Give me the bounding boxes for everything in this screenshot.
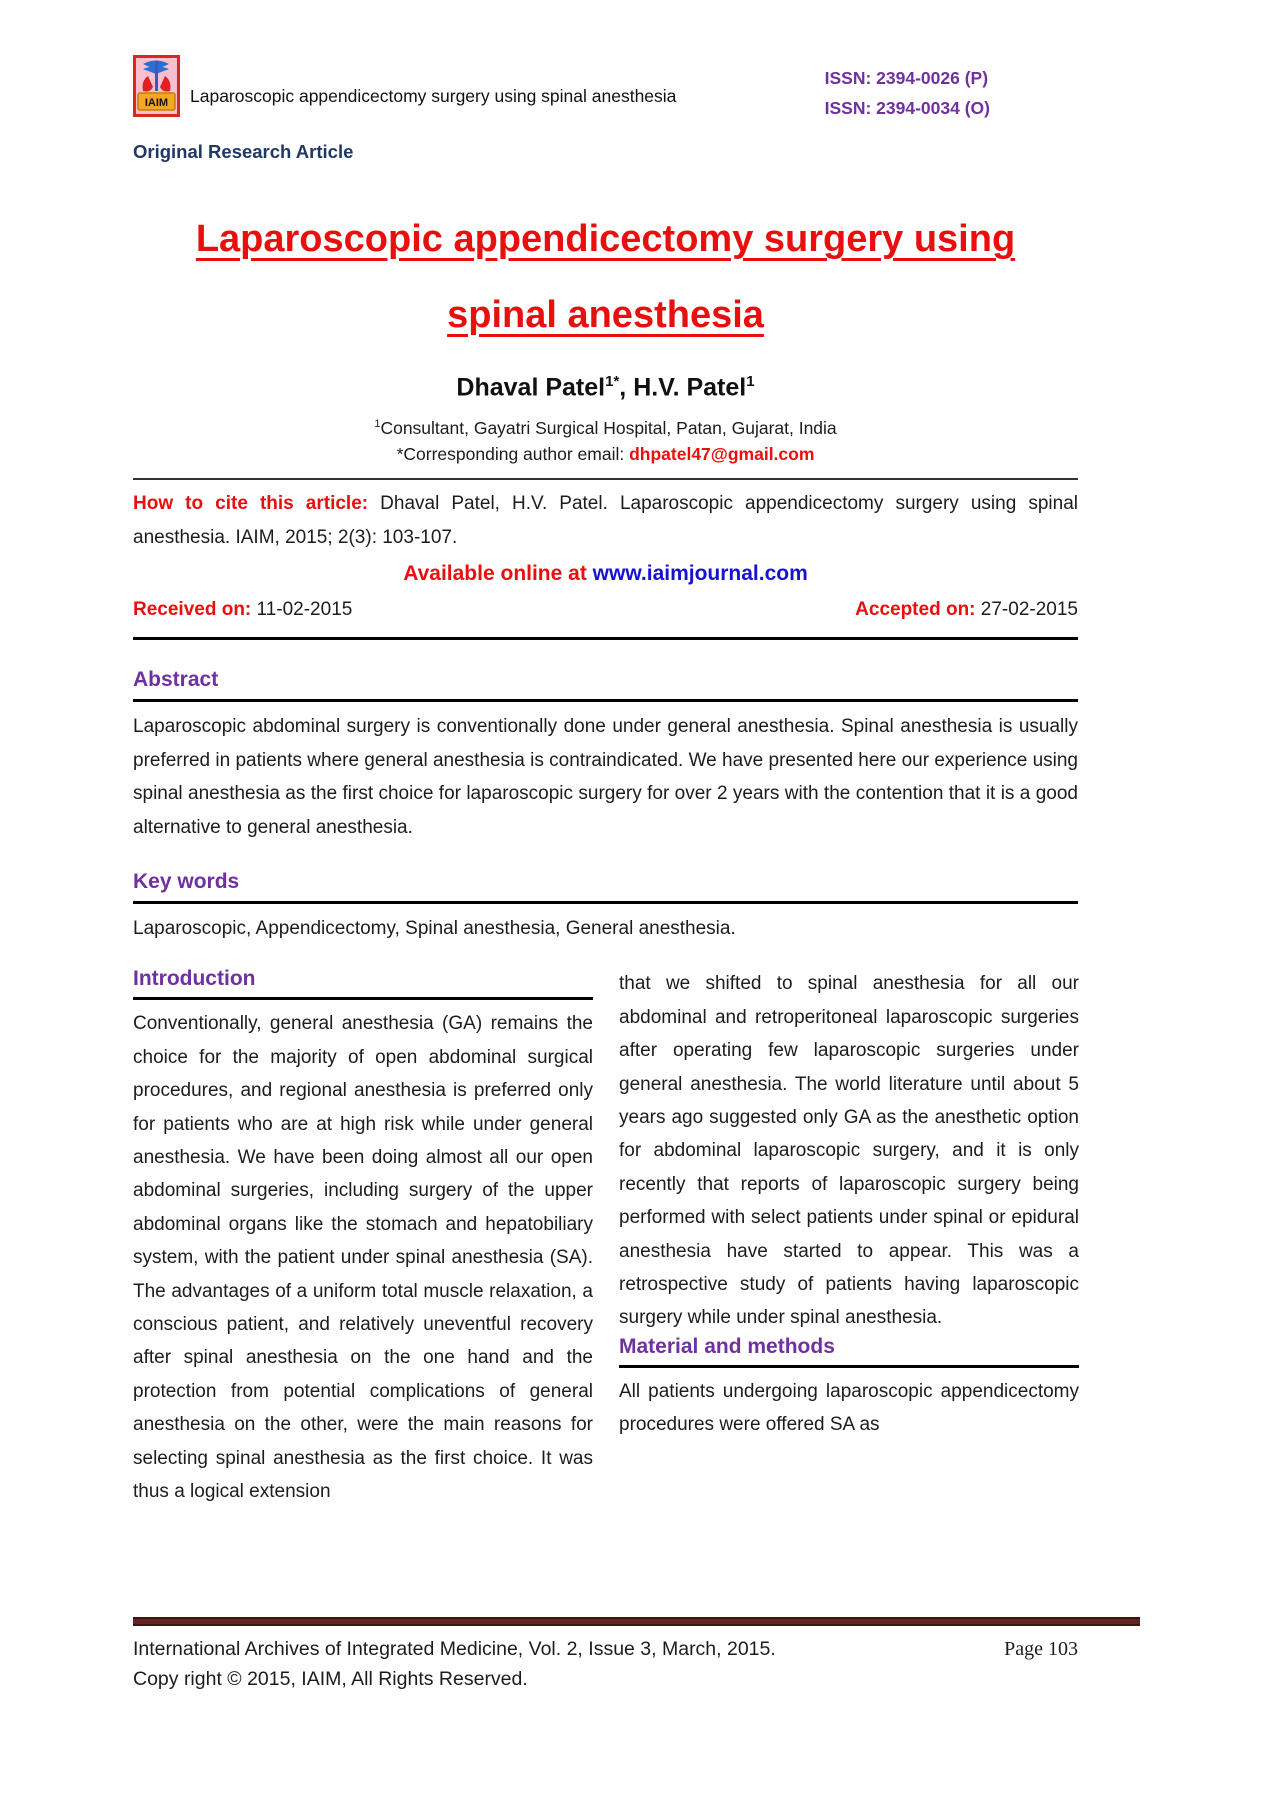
received-date <box>133 593 352 627</box>
author-separator: , <box>619 373 634 402</box>
column-right <box>619 967 1079 1508</box>
footer-journal-line: International Archives of Integrated Medicine, Vol. 2, Issue 3, March, 2015. <box>133 1638 776 1660</box>
dates-row <box>133 593 1078 627</box>
accepted-label: Accepted on: <box>855 599 976 621</box>
keywords-text: Laparoscopic, Appendicectomy, Spinal anesthesia, General anesthesia. <box>133 917 736 939</box>
authors-line <box>133 373 1078 402</box>
methods-text: All patients undergoing laparoscopic appendicectomy procedures were offered SA as <box>619 1380 1079 1436</box>
article-type-label: Original Research Article <box>133 141 354 162</box>
article-title <box>133 201 1078 353</box>
availability-url-link[interactable]: www.iaimjournal.com <box>592 562 808 586</box>
corresponding-prefix: *Corresponding author email: <box>396 444 625 465</box>
keywords-divider <box>133 901 1078 904</box>
footer-row <box>133 1638 1078 1661</box>
journal-header-left <box>133 55 825 117</box>
abstract-heading: Abstract <box>133 668 219 692</box>
journal-header <box>133 55 1078 117</box>
received-label: Received on: <box>133 599 252 621</box>
issn-online: ISSN: 2394-0034 (O) <box>824 98 990 118</box>
author-sup-1: 1* <box>605 373 620 390</box>
methods-heading: Material and methods <box>619 1334 835 1358</box>
keywords-section <box>133 870 1078 945</box>
introduction-divider <box>133 997 593 1000</box>
article-title-line-2: spinal anesthesia <box>447 294 764 336</box>
availability-line <box>133 555 1078 593</box>
page-footer <box>133 1617 1140 1691</box>
running-title: Laparoscopic appendicectomy surgery using spinal anesthesia <box>190 85 677 106</box>
issn-print: ISSN: 2394-0026 (P) <box>824 68 989 88</box>
citation-paragraph <box>133 487 1078 555</box>
introduction-heading: Introduction <box>133 967 256 991</box>
footer-copyright: Copy right © 2015, IAIM, All Rights Reserved. <box>133 1668 528 1690</box>
abstract-divider <box>133 699 1078 702</box>
iaim-logo-icon <box>133 55 180 117</box>
availability-prefix: Available online at <box>403 562 587 586</box>
affiliation-text: Consultant, Gayatri Surgical Hospital, Patan, Gujarat, India <box>380 418 837 439</box>
citation-block <box>133 478 1078 640</box>
accepted-value: 27-02-2015 <box>980 599 1078 621</box>
article-title-line-1: Laparoscopic appendicectomy surgery using <box>195 218 1016 260</box>
corresponding-line <box>133 444 1078 465</box>
methods-divider <box>619 1365 1079 1368</box>
author-name-1: Dhaval Patel <box>456 373 606 402</box>
received-value: 11-02-2015 <box>256 599 353 621</box>
keywords-heading: Key words <box>133 869 240 893</box>
introduction-text-col2: that we shifted to spinal anesthesia for all our abdominal and retroperitoneal laparoscopic surgeries after operating few laparoscopic surgeries under general anesthesia. The world literature until about 5 years ago suggested only GA as the anesthetic option for abdominal laparoscopic surgery, and it is only recently that reports of laparoscopic surgery being performed with select patients under spinal or epidural anesthesia have started to appear. This was a retrospective study of patients having laparoscopic surgery while under spinal anesthesia. <box>619 973 1079 1329</box>
corresponding-email-link[interactable]: dhpatel47@gmail.com <box>629 444 815 465</box>
accepted-date <box>855 593 1078 627</box>
content-columns <box>133 967 1078 1508</box>
affiliation-sup: 1 <box>374 418 381 431</box>
citation-label: How to cite this article: <box>133 493 369 515</box>
footer-bar <box>133 1617 1140 1626</box>
abstract-text: Laparoscopic abdominal surgery is conventionally done under general anesthesia. Spinal anesthesia is usually preferred in patients where general anesthesia is contraindicated. We have presented here our experience using spinal anesthesia as the first choice for laparoscopic surgery for over 2 years with the contention that it is a good alternative to general anesthesia. <box>133 716 1078 838</box>
column-left <box>133 967 593 1508</box>
author-sup-2: 1 <box>746 373 755 390</box>
citation-text: Dhaval Patel, H.V. Patel. Laparoscopic appendicectomy surgery using spinal anesthesia. IAIM, 2015; 2(3): 103-107. <box>133 493 1078 549</box>
affiliation-line <box>133 418 1078 439</box>
issn-block <box>825 63 990 123</box>
author-name-2: H.V. Patel <box>633 373 747 402</box>
abstract-section <box>133 668 1078 844</box>
footer-page-number: Page 103 <box>1004 1638 1078 1660</box>
introduction-text-col1: Conventionally, general anesthesia (GA) remains the choice for the majority of open abdominal surgical procedures, and regional anesthesia is preferred only for patients who are at high risk while under general anesthesia. We have been doing almost all our open abdominal surgeries, including surgery of the upper abdominal organs like the stomach and hepatobiliary system, with the patient under spinal anesthesia (SA). The advantages of a uniform total muscle relaxation, a conscious patient, and relatively uneventful recovery after spinal anesthesia on the one hand and the protection from potential complications of general anesthesia on the other, were the main reasons for selecting spinal anesthesia as the first choice. It was thus a logical extension <box>133 1013 593 1503</box>
iaim-logo-text: IAIM <box>144 97 169 109</box>
